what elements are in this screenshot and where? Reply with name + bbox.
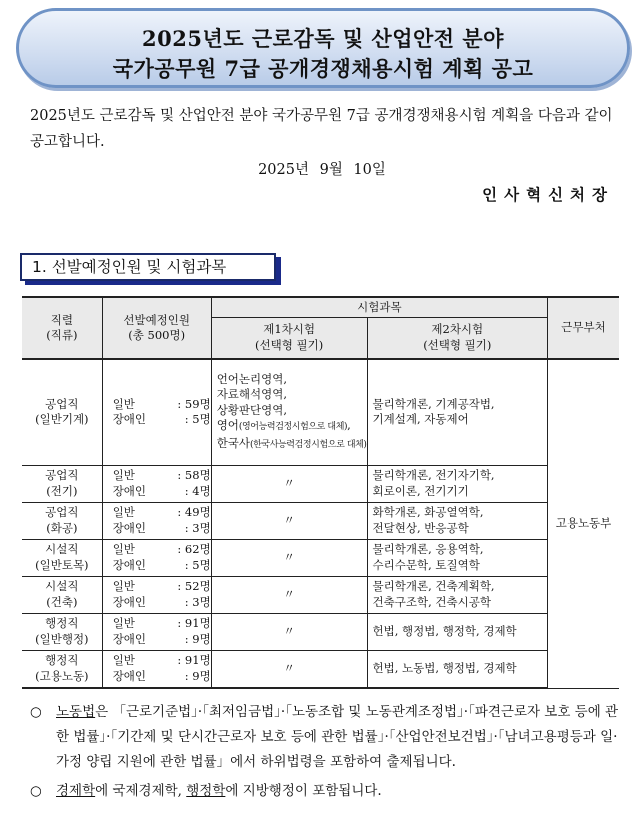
header-stage1-sub: (선택형 필기) <box>255 337 324 352</box>
notes-section <box>30 700 626 804</box>
header-quota <box>102 297 211 359</box>
job-sub: (일반토목) <box>35 557 89 572</box>
disabled-count: : 9명 <box>184 631 211 646</box>
header-stage1-label: 제1차시험 <box>263 322 315 337</box>
general-label: 일반 <box>112 505 135 519</box>
job-sub: (일반기계) <box>35 412 89 427</box>
job-sub: (일반행정) <box>35 631 89 646</box>
stage1-english: 영어 <box>216 418 239 432</box>
disabled-label: 장애인 <box>112 668 147 683</box>
job-name: 행정직 <box>45 616 79 630</box>
disabled-label: 장애인 <box>112 520 147 535</box>
note-text: 에 국제경제학, <box>95 783 187 799</box>
job-cell <box>22 576 102 613</box>
general-count: : 91명 <box>177 653 211 668</box>
job-name: 공업직 <box>45 396 79 411</box>
job-sub: (전기) <box>46 483 78 498</box>
stage2-subjects <box>367 576 548 613</box>
quota-cell <box>102 613 211 650</box>
stage1-line: 상황판단영역, <box>216 402 287 417</box>
disabled-count: : 3명 <box>184 594 211 609</box>
note-text: 은 「근로기준법」·「최저임금법」·「노동조합 및 노동관계조정법」·「파견근로자 보호 등에 관한 법률」·「기간제 및 단시간근로자 보호 등에 관한 법률」·「산업안전보건법」·「남녀고용평등과 일·가정 양립 지원에 관한 법률」에서 하위법령을 포함하여 출제됩니다. <box>56 704 619 770</box>
general-label: 일반 <box>112 616 135 630</box>
quota-cell <box>102 502 211 539</box>
banner-title-line1: 2025년도 근로감독 및 산업안전 분야 <box>142 26 504 51</box>
stage2-line: 물리학개론, 응용역학, <box>372 542 484 556</box>
stage1-line: 언어논리영역, <box>216 371 287 386</box>
intro-paragraph: 2025년도 근로감독 및 산업안전 분야 국가공무원 7급 공개경쟁채용시험 계획을 다음과 같이 공고합니다. <box>30 108 613 150</box>
stage2-subjects <box>367 650 548 688</box>
general-count: : 49명 <box>177 505 211 519</box>
job-name: 공업직 <box>45 505 79 519</box>
header-stage2 <box>367 317 548 359</box>
job-name: 행정직 <box>45 653 79 668</box>
job-name: 시설직 <box>45 579 79 593</box>
bullet-icon: ○ <box>30 704 42 720</box>
header-job-sub: (직류) <box>46 328 78 342</box>
ditto-mark: 〃 <box>211 576 367 613</box>
stage1-history-note: (한국사능력검정시험으로 대체) <box>250 439 367 450</box>
quota-cell <box>102 359 211 465</box>
note-economics <box>30 779 626 804</box>
header-job <box>22 297 102 359</box>
general-label: 일반 <box>112 396 135 411</box>
ditto-mark: 〃 <box>211 465 367 502</box>
disabled-label: 장애인 <box>112 412 147 427</box>
ditto-mark: 〃 <box>211 613 367 650</box>
announcement-date: 2025년 9월 10일 <box>258 162 386 178</box>
disabled-count: : 4명 <box>184 483 211 498</box>
table-row <box>22 465 619 502</box>
stage1-comma: , <box>347 418 351 432</box>
dept-cell: 고용노동부 <box>548 359 619 688</box>
stage2-line: 회로이론, 전기기기 <box>372 483 469 498</box>
ditto-mark: 〃 <box>211 502 367 539</box>
header-stage2-sub: (선택형 필기) <box>423 337 492 352</box>
ditto-mark: 〃 <box>211 650 367 688</box>
term-economics: 경제학 <box>56 783 96 799</box>
job-sub: (건축) <box>46 594 78 609</box>
header-quota-sub: (총 500명) <box>128 328 186 342</box>
job-cell <box>22 613 102 650</box>
term-public-admin: 행정학 <box>186 783 226 799</box>
general-label: 일반 <box>112 579 135 593</box>
header-stage1 <box>211 317 367 359</box>
job-sub: (고용노동) <box>35 668 89 683</box>
bullet-icon: ○ <box>30 783 42 799</box>
header-stage2-label: 제2차시험 <box>431 322 484 337</box>
general-label: 일반 <box>112 653 135 668</box>
general-count: : 91명 <box>177 616 211 630</box>
stage1-english-note: (영어능력검정시험으로 대체) <box>238 422 348 432</box>
stage2-line: 물리학개론, 건축계획학, <box>372 579 495 593</box>
recruitment-table <box>22 296 619 689</box>
table-row <box>22 576 619 613</box>
job-cell <box>22 465 102 502</box>
disabled-label: 장애인 <box>112 483 147 498</box>
stage1-subjects <box>211 359 367 465</box>
stage2-subjects <box>367 539 548 576</box>
quota-cell <box>102 465 211 502</box>
job-cell <box>22 359 102 465</box>
stage1-history: 한국사 <box>216 435 251 450</box>
header-subjects: 시험과목 <box>211 297 547 317</box>
disabled-label: 장애인 <box>112 557 147 572</box>
general-count: : 59명 <box>177 396 211 411</box>
stage1-line: 자료해석영역, <box>216 387 287 401</box>
stage2-subjects <box>367 465 548 502</box>
job-cell <box>22 502 102 539</box>
table-row <box>22 650 619 688</box>
general-count: : 52명 <box>177 579 211 593</box>
stage2-line: 화학개론, 화공열역학, <box>372 505 484 519</box>
header-dept: 근무부처 <box>548 297 619 359</box>
general-count: : 62명 <box>177 542 211 556</box>
stage2-subjects <box>367 359 548 465</box>
table-row <box>22 502 619 539</box>
disabled-count: : 5명 <box>184 412 211 427</box>
stage2-subjects <box>367 502 548 539</box>
issuer-name: 인사혁신처장 <box>482 185 614 204</box>
ditto-mark: 〃 <box>211 539 367 576</box>
job-cell <box>22 650 102 688</box>
disabled-count: : 3명 <box>184 520 211 535</box>
stage2-line: 헌법, 행정법, 행정학, 경제학 <box>372 623 517 638</box>
general-label: 일반 <box>112 542 135 556</box>
note-text: 에 지방행정이 포함됩니다. <box>225 783 382 799</box>
banner-title-line2: 국가공무원 7급 공개경쟁채용시험 계획 공고 <box>112 56 534 81</box>
job-sub: (화공) <box>46 520 78 535</box>
term-labor-law: 노동법 <box>56 704 96 720</box>
table-row <box>22 613 619 650</box>
stage2-line: 전달현상, 반응공학 <box>372 520 469 535</box>
general-count: : 58명 <box>177 468 211 482</box>
header-job-label: 직렬 <box>50 312 73 327</box>
header-quota-label: 선발예정인원 <box>123 312 191 327</box>
stage2-line: 건축구조학, 건축시공학 <box>372 594 491 609</box>
stage2-line: 물리학개론, 기계공작법, <box>372 396 495 411</box>
stage2-line: 헌법, 노동법, 행정법, 경제학 <box>372 661 517 675</box>
title-banner <box>16 8 630 88</box>
disabled-label: 장애인 <box>112 594 147 609</box>
disabled-label: 장애인 <box>112 631 147 646</box>
quota-cell <box>102 539 211 576</box>
stage2-line: 물리학개론, 전기자기학, <box>372 468 495 482</box>
general-label: 일반 <box>112 468 135 482</box>
stage2-line: 기계설계, 자동제어 <box>372 412 469 427</box>
disabled-count: : 5명 <box>184 557 211 572</box>
job-name: 공업직 <box>45 468 79 482</box>
quota-cell <box>102 650 211 688</box>
table-row <box>22 539 619 576</box>
stage2-line: 수리수문학, 토질역학 <box>372 557 480 572</box>
job-name: 시설직 <box>45 542 79 556</box>
disabled-count: : 9명 <box>184 668 211 683</box>
quota-cell <box>102 576 211 613</box>
job-cell <box>22 539 102 576</box>
table-row <box>22 359 619 465</box>
stage2-subjects <box>367 613 548 650</box>
note-labor-law <box>30 700 626 775</box>
section-heading-1: 1. 선발예정인원 및 시험과목 <box>20 253 276 281</box>
